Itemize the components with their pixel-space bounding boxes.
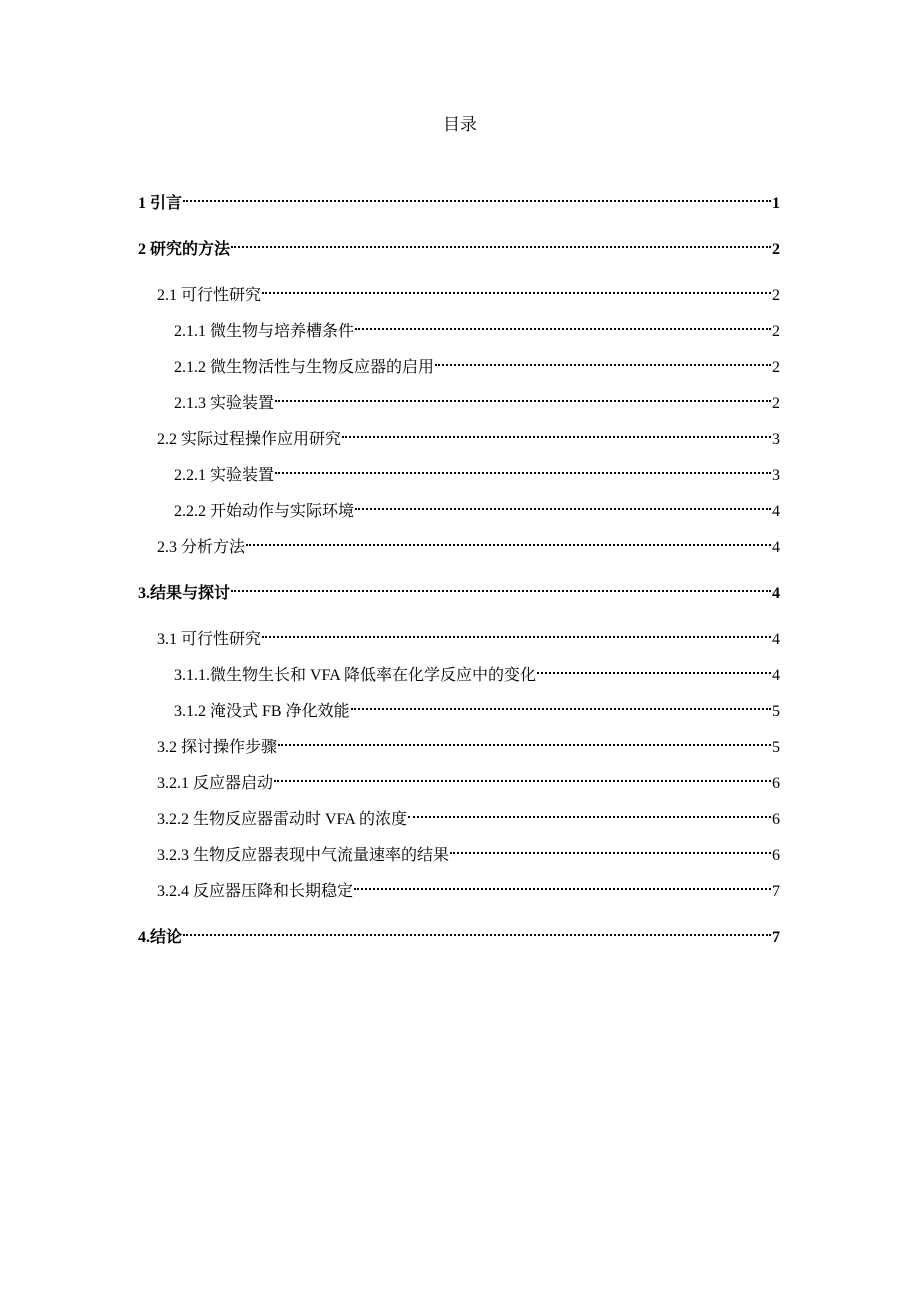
toc-entry-page: 7 [772, 883, 780, 900]
toc-entry-label: 3.2.3 生物反应器表现中气流量速率的结果 [157, 847, 450, 864]
toc-entry-page: 2 [772, 359, 780, 376]
toc-entry-3-1-1[interactable] [174, 656, 780, 684]
toc-entry-label: 2.1.3 实验装置 [174, 395, 275, 412]
toc-entry-3-2-3[interactable] [157, 836, 780, 864]
toc-dot-leader [355, 312, 771, 336]
toc-entry-page: 4 [772, 631, 780, 648]
toc-dot-leader [275, 384, 771, 408]
toc-dot-leader [183, 918, 771, 942]
toc-entry-page: 2 [772, 395, 780, 412]
toc-entry-page: 1 [772, 195, 780, 212]
toc-dot-leader [408, 800, 771, 824]
toc-entry-2-2-2[interactable] [174, 492, 780, 520]
toc-entry-page: 5 [772, 739, 780, 756]
toc-entry-label: 3.1.2 淹没式 FB 净化效能 [174, 703, 350, 720]
toc-entry-page: 5 [772, 703, 780, 720]
toc-entry-label: 2 研究的方法 [138, 241, 231, 258]
toc-entry-label: 1 引言 [138, 195, 183, 212]
toc-entry-2-1[interactable] [157, 276, 780, 304]
toc-entry-2-1-1[interactable] [174, 312, 780, 340]
toc-entry-label: 2.1.1 微生物与培养槽条件 [174, 323, 355, 340]
toc-entry-label: 2.1.2 微生物活性与生物反应器的启用 [174, 359, 435, 376]
toc-entry-page: 7 [772, 929, 780, 946]
toc-title: 目录 [443, 115, 477, 134]
toc-dot-leader [246, 528, 771, 552]
toc-entry-label: 3.2.1 反应器启动 [157, 775, 274, 792]
toc-dot-leader [262, 276, 771, 300]
toc-entry-label: 2.2 实际过程操作应用研究 [157, 431, 342, 448]
toc-entry-2-3[interactable] [157, 528, 780, 556]
toc-entry-3-2-1[interactable] [157, 764, 780, 792]
toc-entry-label: 3.2.4 反应器压降和长期稳定 [157, 883, 354, 900]
toc-dot-leader [262, 620, 771, 644]
toc-entry-3-1[interactable] [157, 620, 780, 648]
toc-entry-label: 3.2 探讨操作步骤 [157, 739, 278, 756]
toc-entry-4[interactable] [138, 918, 780, 946]
toc-entry-label: 2.2.1 实验装置 [174, 467, 275, 484]
toc-dot-leader [183, 184, 771, 208]
toc-entry-label: 4.结论 [138, 929, 183, 946]
toc-entry-2[interactable] [138, 230, 780, 258]
toc-dot-leader [275, 456, 771, 480]
toc-entry-label: 3.2.2 生物反应器雷动时 VFA 的浓度 [157, 811, 407, 828]
toc-dot-leader [450, 836, 771, 860]
toc-dot-leader [231, 230, 771, 254]
toc-dot-leader [355, 492, 771, 516]
toc-entry-page: 6 [772, 847, 780, 864]
toc-entry-label: 3.结果与探讨 [138, 585, 231, 602]
toc-entry-label: 2.1 可行性研究 [157, 287, 262, 304]
toc-entry-1[interactable] [138, 184, 780, 212]
toc-entry-label: 2.2.2 开始动作与实际环境 [174, 503, 355, 520]
toc-entry-3-2-2[interactable] [157, 800, 780, 828]
toc-entry-page: 2 [772, 323, 780, 340]
toc-entry-page: 2 [772, 241, 780, 258]
toc-dot-leader [274, 764, 771, 788]
toc-entry-page: 4 [772, 585, 780, 602]
toc-entry-label: 3.1 可行性研究 [157, 631, 262, 648]
toc-entry-3-2-4[interactable] [157, 872, 780, 900]
toc-entry-label: 2.3 分析方法 [157, 539, 246, 556]
toc-entry-2-1-2[interactable] [174, 348, 780, 376]
toc-dot-leader [278, 728, 771, 752]
toc-dot-leader [231, 574, 771, 598]
toc-entry-page: 2 [772, 287, 780, 304]
toc-dot-leader [351, 692, 771, 716]
toc-entry-label: 3.1.1.微生物生长和 VFA 降低率在化学反应中的变化 [174, 667, 536, 684]
toc-entry-page: 3 [772, 467, 780, 484]
toc-entry-3-1-2[interactable] [174, 692, 780, 720]
toc-entry-3-2[interactable] [157, 728, 780, 756]
toc-entry-page: 6 [772, 775, 780, 792]
toc-entry-page: 6 [772, 811, 780, 828]
toc-dot-leader [435, 348, 771, 372]
toc-dot-leader [354, 872, 771, 896]
toc-entry-2-1-3[interactable] [174, 384, 780, 412]
toc-entry-page: 4 [772, 539, 780, 556]
toc-entry-page: 4 [772, 667, 780, 684]
toc-entry-page: 3 [772, 431, 780, 448]
toc-entry-page: 4 [772, 503, 780, 520]
toc-dot-leader [537, 656, 771, 680]
toc-entry-2-2-1[interactable] [174, 456, 780, 484]
toc-dot-leader [342, 420, 771, 444]
toc-entry-2-2[interactable] [157, 420, 780, 448]
toc-entry-3[interactable] [138, 574, 780, 602]
